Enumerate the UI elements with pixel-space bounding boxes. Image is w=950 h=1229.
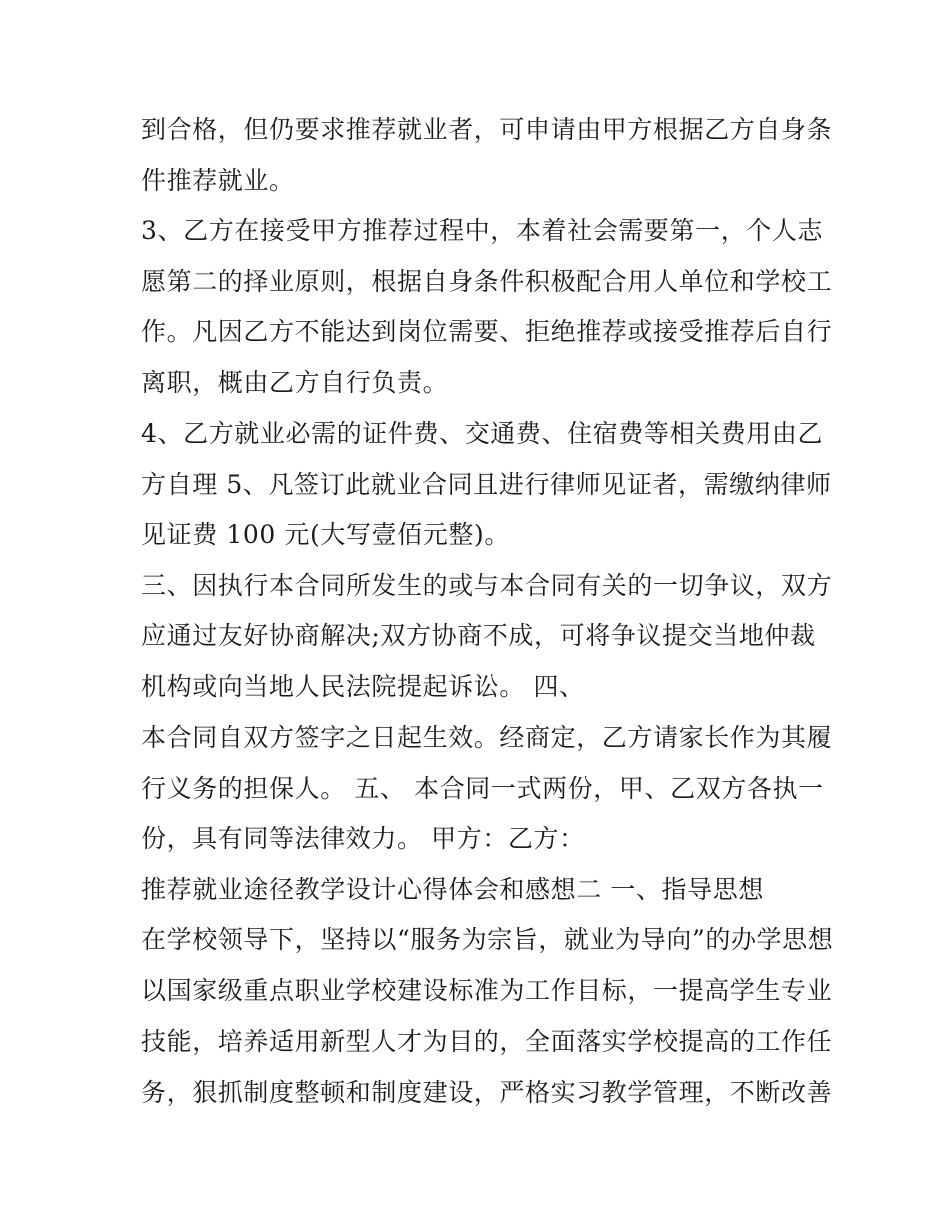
text-line: 见证费 100 元(大写壹佰元整)。 — [141, 520, 510, 549]
text-line: 愿第二的择业原则，根据自身条件积极配合用人单位和学校工 — [141, 267, 833, 296]
text-line: 以国家级重点职业学校建设标准为工作目标，一提高学生专业 — [141, 976, 833, 1005]
text-line: 4、乙方就业必需的证件费、交通费、住宿费等相关费用由乙 — [141, 419, 824, 448]
text-line: 3、乙方在接受甲方推荐过程中，本着社会需要第一，个人志 — [141, 216, 824, 245]
text-line: 份，具有同等法律效力。 甲方：乙方： — [141, 824, 585, 853]
text-line: 离职，概由乙方自行负责。 — [141, 368, 449, 397]
text-line: 到合格，但仍要求推荐就业者，可申请由甲方根据乙方自身条 — [141, 115, 833, 144]
text-line: 推荐就业途径教学设计心得体会和感想二 一、指导思想 — [141, 875, 764, 904]
text-line: 技能，培养适用新型人才为目的，全面落实学校提高的工作任 — [141, 1027, 833, 1056]
text-line: 本合同自双方签字之日起生效。经商定，乙方请家长作为其履 — [141, 723, 833, 752]
text-line: 三、因执行本合同所发生的或与本合同有关的一切争议，双方 — [141, 571, 833, 600]
text-line: 件推荐就业。 — [141, 166, 295, 195]
text-line: 行义务的担保人。 五、 本合同一式两份，甲、乙双方各执一 — [141, 774, 824, 803]
text-line: 机构或向当地人民法院提起诉讼。 四、 — [141, 672, 585, 701]
text-line: 方自理 5、凡签订此就业合同且进行律师见证者，需缴纳律师 — [141, 470, 832, 499]
text-line: 作。凡因乙方不能达到岗位需要、拒绝推荐或接受推荐后自行 — [141, 317, 833, 346]
text-line: 应通过友好协商解决;双方协商不成，可将争议提交当地仲裁 — [141, 621, 816, 650]
text-line: 在学校领导下，坚持以“服务为宗旨，就业为导向”的办学思想 — [141, 925, 834, 954]
text-line: 务，狠抓制度整顿和制度建设，严格实习教学管理，不断改善 — [141, 1078, 833, 1107]
